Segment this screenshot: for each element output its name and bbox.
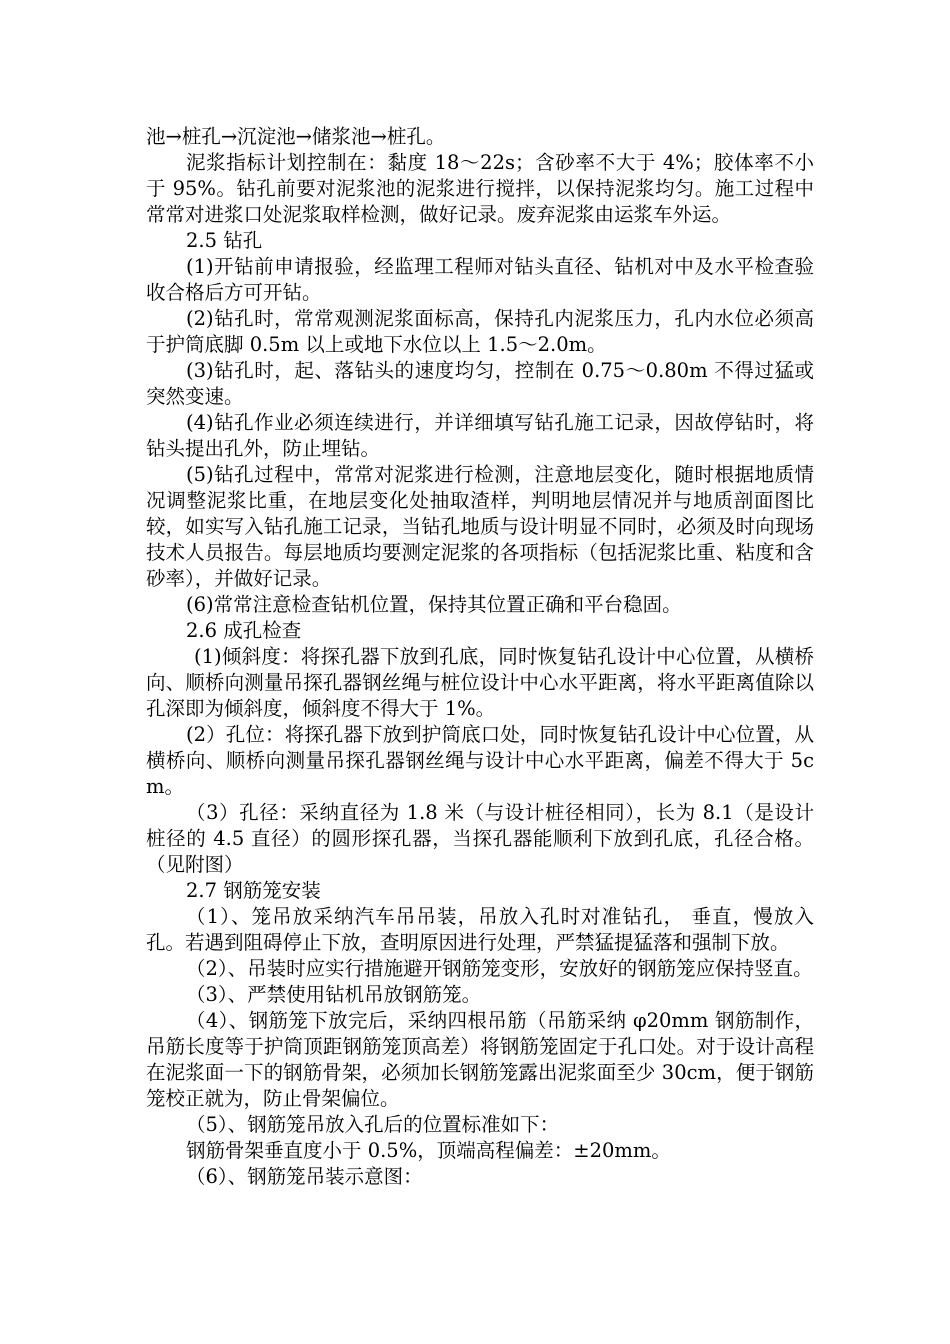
paragraph-slurry-flow-end: 池→桩孔→沉淀池→储浆池→桩孔。 — [146, 125, 446, 148]
paragraph-cage-3: （3）、严禁使用钻机吊放钢筋笼。 — [186, 983, 482, 1006]
paragraph-inspection-1: (1)倾斜度：将探孔器下放到孔底，同时恢复钻孔设计中心位置，从横桥向、顺桥向测量吊探孔器钢丝绳与桩位设计中心水平距离，将水平距离值除以孔深即为倾斜度，倾斜度不得大于 1%。 — [146, 645, 814, 720]
paragraph-inspection-2: (2）孔位：将探孔器下放到护筒底口处，同时恢复钻孔设计中心位置，从横桥向、顺桥向测量吊探孔器钢丝绳与设计中心水平距离，偏差不得大于 5cm。 — [146, 723, 814, 798]
paragraph-cage-4: （4）、钢筋笼下放完后，采纳四根吊筋（吊筋采纳 φ20mm 钢筋制作，吊筋长度等于护筒顶距钢筋笼顶高差）将钢筋笼固定于孔口处。对于设计高程在泥浆面一下的钢筋骨架，必须加长钢筋笼露出泥浆面至少 30cm，便于钢筋笼校正就为，防止骨架偏位。 — [146, 1009, 814, 1110]
paragraph-cage-5: （5）、钢筋笼吊放入孔后的位置标准如下： — [186, 1113, 560, 1136]
paragraph-cage-6: （6）、钢筋笼吊装示意图： — [186, 1165, 423, 1188]
paragraph-inspection-3: （3）孔径：采纳直径为 1.8 米（与设计桩径相同），长为 8.1（是设计桩径的 4.5 直径）的圆形探孔器，当探孔器能顺利下放到孔底，孔径合格。（见附图） — [146, 801, 814, 876]
heading-2-7-cage-installation: 2.7 钢筋笼安装 — [186, 879, 321, 902]
paragraph-drilling-1: (1)开钻前申请报验，经监理工程师对钻头直径、钻机对中及水平检查验收合格后方可开钻。 — [146, 255, 814, 304]
heading-2-5-drilling: 2.5 钻孔 — [186, 229, 263, 252]
paragraph-drilling-2: (2)钻孔时，常常观测泥浆面标高，保持孔内泥浆压力，孔内水位必须高于护筒底脚 0.5m 以上或地下水位以上 1.5～2.0m。 — [146, 307, 814, 356]
paragraph-drilling-3: (3)钻孔时，起、落钻头的速度均匀，控制在 0.75～0.80m 不得过猛或突然变速。 — [146, 359, 814, 408]
paragraph-drilling-5: (5)钻孔过程中，常常对泥浆进行检测，注意地层变化，随时根据地质情况调整泥浆比重，在地层变化处抽取渣样，判明地层情况并与地质剖面图比较，如实写入钻孔施工记录，当钻孔地质与设计明显不同时，必须及时向现场技术人员报告。每层地质均要测定泥浆的各项指标（包括泥浆比重、粘度和含砂率），并做好记录。 — [146, 463, 814, 590]
paragraph-drilling-6: (6)常常注意检查钻机位置，保持其位置正确和平台稳固。 — [186, 593, 682, 616]
paragraph-cage-2: （2）、吊装时应实行措施避开钢筋笼变形，安放好的钢筋笼应保持竖直。 — [186, 957, 813, 980]
paragraph-cage-1: （1）、笼吊放采纳汽车吊吊装，吊放入孔时对准钻孔， 垂直，慢放入孔。若遇到阻碍停止下放，查明原因进行处理，严禁猛提猛落和强制下放。 — [146, 905, 814, 954]
paragraph-slurry-index: 泥浆指标计划控制在：黏度 18～22s；含砂率不大于 4%；胶体率不小于 95%。钻孔前要对泥浆池的泥浆进行搅拌，以保持泥浆均匀。施工过程中常常对进浆口处泥浆取样检测，做好记录。废弃泥浆由运浆车外运。 — [146, 151, 814, 226]
paragraph-cage-tolerance: 钢筋骨架垂直度小于 0.5%，顶端高程偏差：±20mm。 — [186, 1139, 671, 1162]
paragraph-drilling-4: (4)钻孔作业必须连续进行，并详细填写钻孔施工记录，因故停钻时，将钻头提出孔外，防止埋钻。 — [146, 411, 814, 460]
document-page — [146, 124, 814, 1190]
heading-2-6-hole-inspection: 2.6 成孔检查 — [186, 619, 302, 642]
